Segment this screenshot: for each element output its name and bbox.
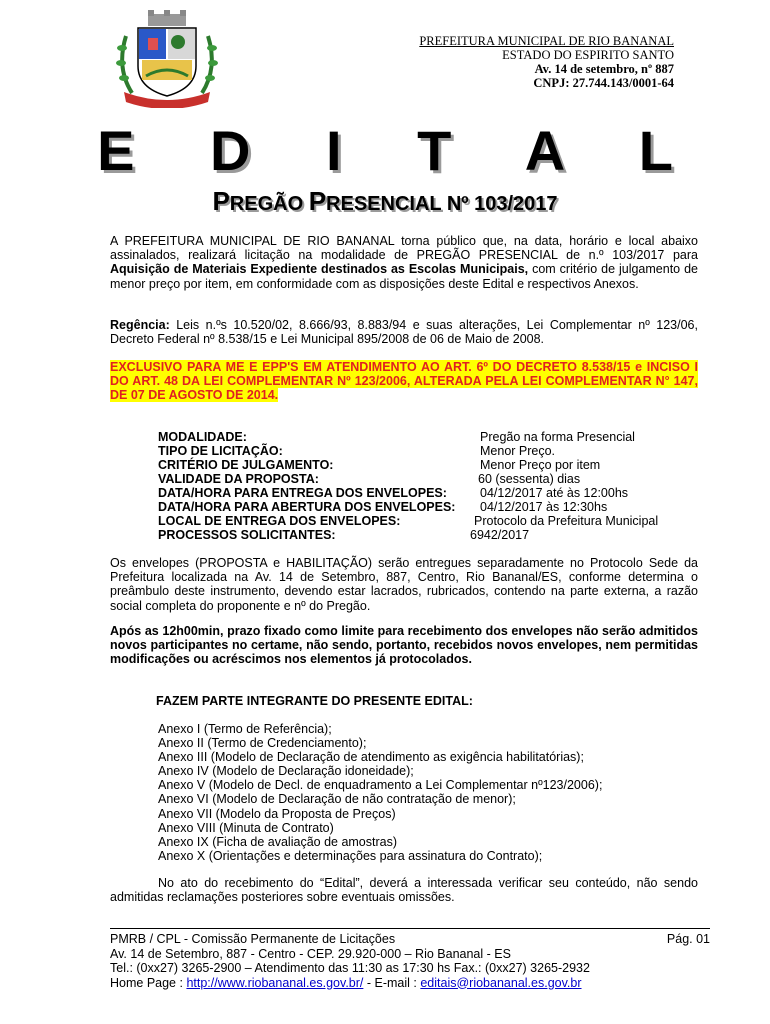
subtitle-part: P — [308, 186, 327, 216]
detail-value: 6942/2017 — [470, 528, 530, 542]
annex-item: Anexo VII (Modelo da Proposta de Preços) — [158, 806, 396, 821]
annexes-list — [158, 722, 602, 863]
footer-links — [110, 976, 710, 991]
envelopes-paragraph: Os envelopes (PROPOSTA e HABILITAÇÃO) serão entregues separadamente no Protocolo Sede da Prefeitura localizada na Av. 14 de Setembro, 887, Centro, Rio Bananal/ES, conforme determina o preâmbulo deste instrumento, devendo estar lacrados, rubricados, contendo na parte externa, a razão social completa do proponente e nº do Pregão. — [110, 556, 698, 613]
detail-key: VALIDADE DA PROPOSTA: — [158, 472, 319, 486]
closing-paragraph: No ato do recebimento do “Edital”, deverá a interessada verificar seu conteúdo, não sendo admitidas reclamações posteriores sobre eventuais omissões. — [110, 876, 698, 905]
letterhead-address: Av. 14 de setembro, nº 887 — [534, 62, 674, 76]
exclusivo-paragraph — [110, 360, 698, 403]
home-page-link[interactable]: http://www.riobananal.es.gov.br/ — [186, 975, 364, 990]
email-label: - E-mail : — [363, 975, 421, 990]
detail-key: DATA/HORA PARA ABERTURA DOS ENVELOPES: — [158, 500, 456, 514]
subtitle-part: REGÃO — [229, 193, 309, 215]
deadline-paragraph: Após as 12h00min, prazo fixado como limite para recebimento dos envelopes não serão admitidos novos participantes no certame, não sendo, portanto, recebidos novos envelopes, nem permitidas modificações ou acréscimos nos elementos já protocolados. — [110, 624, 698, 667]
regencia-paragraph — [110, 318, 698, 346]
document-title: E D I T A L — [97, 119, 703, 182]
page-footer — [110, 932, 710, 990]
footer-address: Av. 14 de Setembro, 887 - Centro - CEP. 29.920-000 – Rio Bananal - ES — [110, 946, 511, 961]
detail-key: DATA/HORA PARA ENTREGA DOS ENVELOPES: — [158, 486, 447, 500]
intro-text: A PREFEITURA MUNICIPAL DE RIO BANANAL torna público que, na data, horário e local abaixo assinalados, realizará licitação na modalidade de PREGÃO PRESENCIAL de n.º 103/2017 para — [110, 234, 698, 263]
subtitle-part: RESENCIAL — [326, 193, 447, 215]
annex-item: Anexo III (Modelo de Declaração de atendimento as exigência habilitatórias); — [158, 750, 584, 765]
annex-item: Anexo VI (Modelo de Declaração de não contratação de menor); — [158, 792, 516, 807]
detail-key: MODALIDADE: — [158, 430, 247, 444]
letterhead-state: ESTADO DO ESPIRITO SANTO — [502, 48, 674, 62]
intro-object: Aquisição de Materiais Expediente destinados as Escolas Municipais, — [110, 262, 529, 277]
detail-value: Menor Preço. — [480, 444, 556, 458]
annexes-heading: FAZEM PARTE INTEGRANTE DO PRESENTE EDITAL: — [156, 694, 473, 708]
letterhead-cnpj: CNPJ: 27.744.143/0001-64 — [533, 76, 674, 90]
detail-key: TIPO DE LICITAÇÃO: — [158, 444, 283, 458]
subtitle-number: Nº 103/2017 — [446, 193, 558, 215]
footer-commission: PMRB / CPL - Comissão Permanente de Licitações — [110, 932, 396, 946]
detail-key: LOCAL DE ENTREGA DOS ENVELOPES: — [158, 514, 401, 528]
annex-item: Anexo IX (Ficha de avaliação de amostras) — [158, 834, 398, 849]
annex-item: Anexo I (Termo de Referência); — [158, 722, 332, 736]
annex-item: Anexo II (Termo de Credenciamento); — [158, 736, 367, 751]
detail-key: PROCESSOS SOLICITANTES: — [158, 528, 336, 542]
letterhead — [419, 34, 674, 90]
detail-value: 60 (sessenta) dias — [478, 472, 581, 486]
detail-key: CRITÉRIO DE JULGAMENTO: — [158, 458, 334, 472]
letterhead-municipality: PREFEITURA MUNICIPAL DE RIO BANANAL — [419, 34, 674, 48]
regencia-label: Regência: — [110, 318, 170, 332]
detail-value: Pregão na forma Presencial — [480, 430, 635, 444]
home-label: Home Page : — [110, 975, 187, 990]
intro-paragraph — [110, 234, 698, 291]
document-subtitle — [0, 186, 770, 217]
email-link[interactable]: editais@riobananal.es.gov.br — [420, 975, 582, 990]
regencia-text: Leis n.ºs 10.520/02, 8.666/93, 8.883/94 e suas alterações, Lei Complementar nº 123/06, Decreto Federal nº 8.538/15 e Lei Municipal 895/2008 de 06 de Maio de 2008. — [110, 318, 698, 347]
exclusivo-notice: EXCLUSIVO PARA ME E EPP'S EM ATENDIMENTO AO ART. 6º DO DECRETO 8.538/15 e INCISO I DO ART. 48 DA LEI COMPLEMENTAR Nº 123/2006, ALTERADA PELA LEI COMPLEMENTAR N° 147, DE 07 DE AGOSTO DE 2014. — [110, 360, 698, 403]
footer-divider — [110, 928, 710, 929]
page-number: Pág. 01 — [666, 932, 710, 946]
annex-item: Anexo VIII (Minuta de Contrato) — [158, 820, 334, 835]
annex-item: Anexo X (Orientações e determinações para assinatura do Contrato); — [158, 848, 543, 863]
detail-value: Menor Preço por item — [480, 458, 601, 472]
annex-item: Anexo V (Modelo de Decl. de enquadramento a Lei Complementar nº123/2006); — [158, 778, 603, 793]
annex-item: Anexo IV (Modelo de Declaração idoneidade); — [158, 764, 414, 779]
detail-value: 04/12/2017 até às 12:00hs — [480, 486, 629, 500]
intro-text-end: com critério de julgamento de menor preço por item, em conformidade com as disposições deste Edital e respectivos Anexos. — [110, 262, 698, 291]
detail-value: 04/12/2017 às 12:30hs — [480, 500, 608, 514]
municipal-coat-of-arms-icon — [112, 8, 222, 108]
subtitle-part: P — [212, 186, 230, 216]
footer-phone: Tel.: (0xx27) 3265-2900 – Atendimento das 11:30 as 17:30 hs Fax.: (0xx27) 3265-2932 — [110, 961, 590, 975]
detail-value: Protocolo da Prefeitura Municipal — [474, 514, 659, 528]
